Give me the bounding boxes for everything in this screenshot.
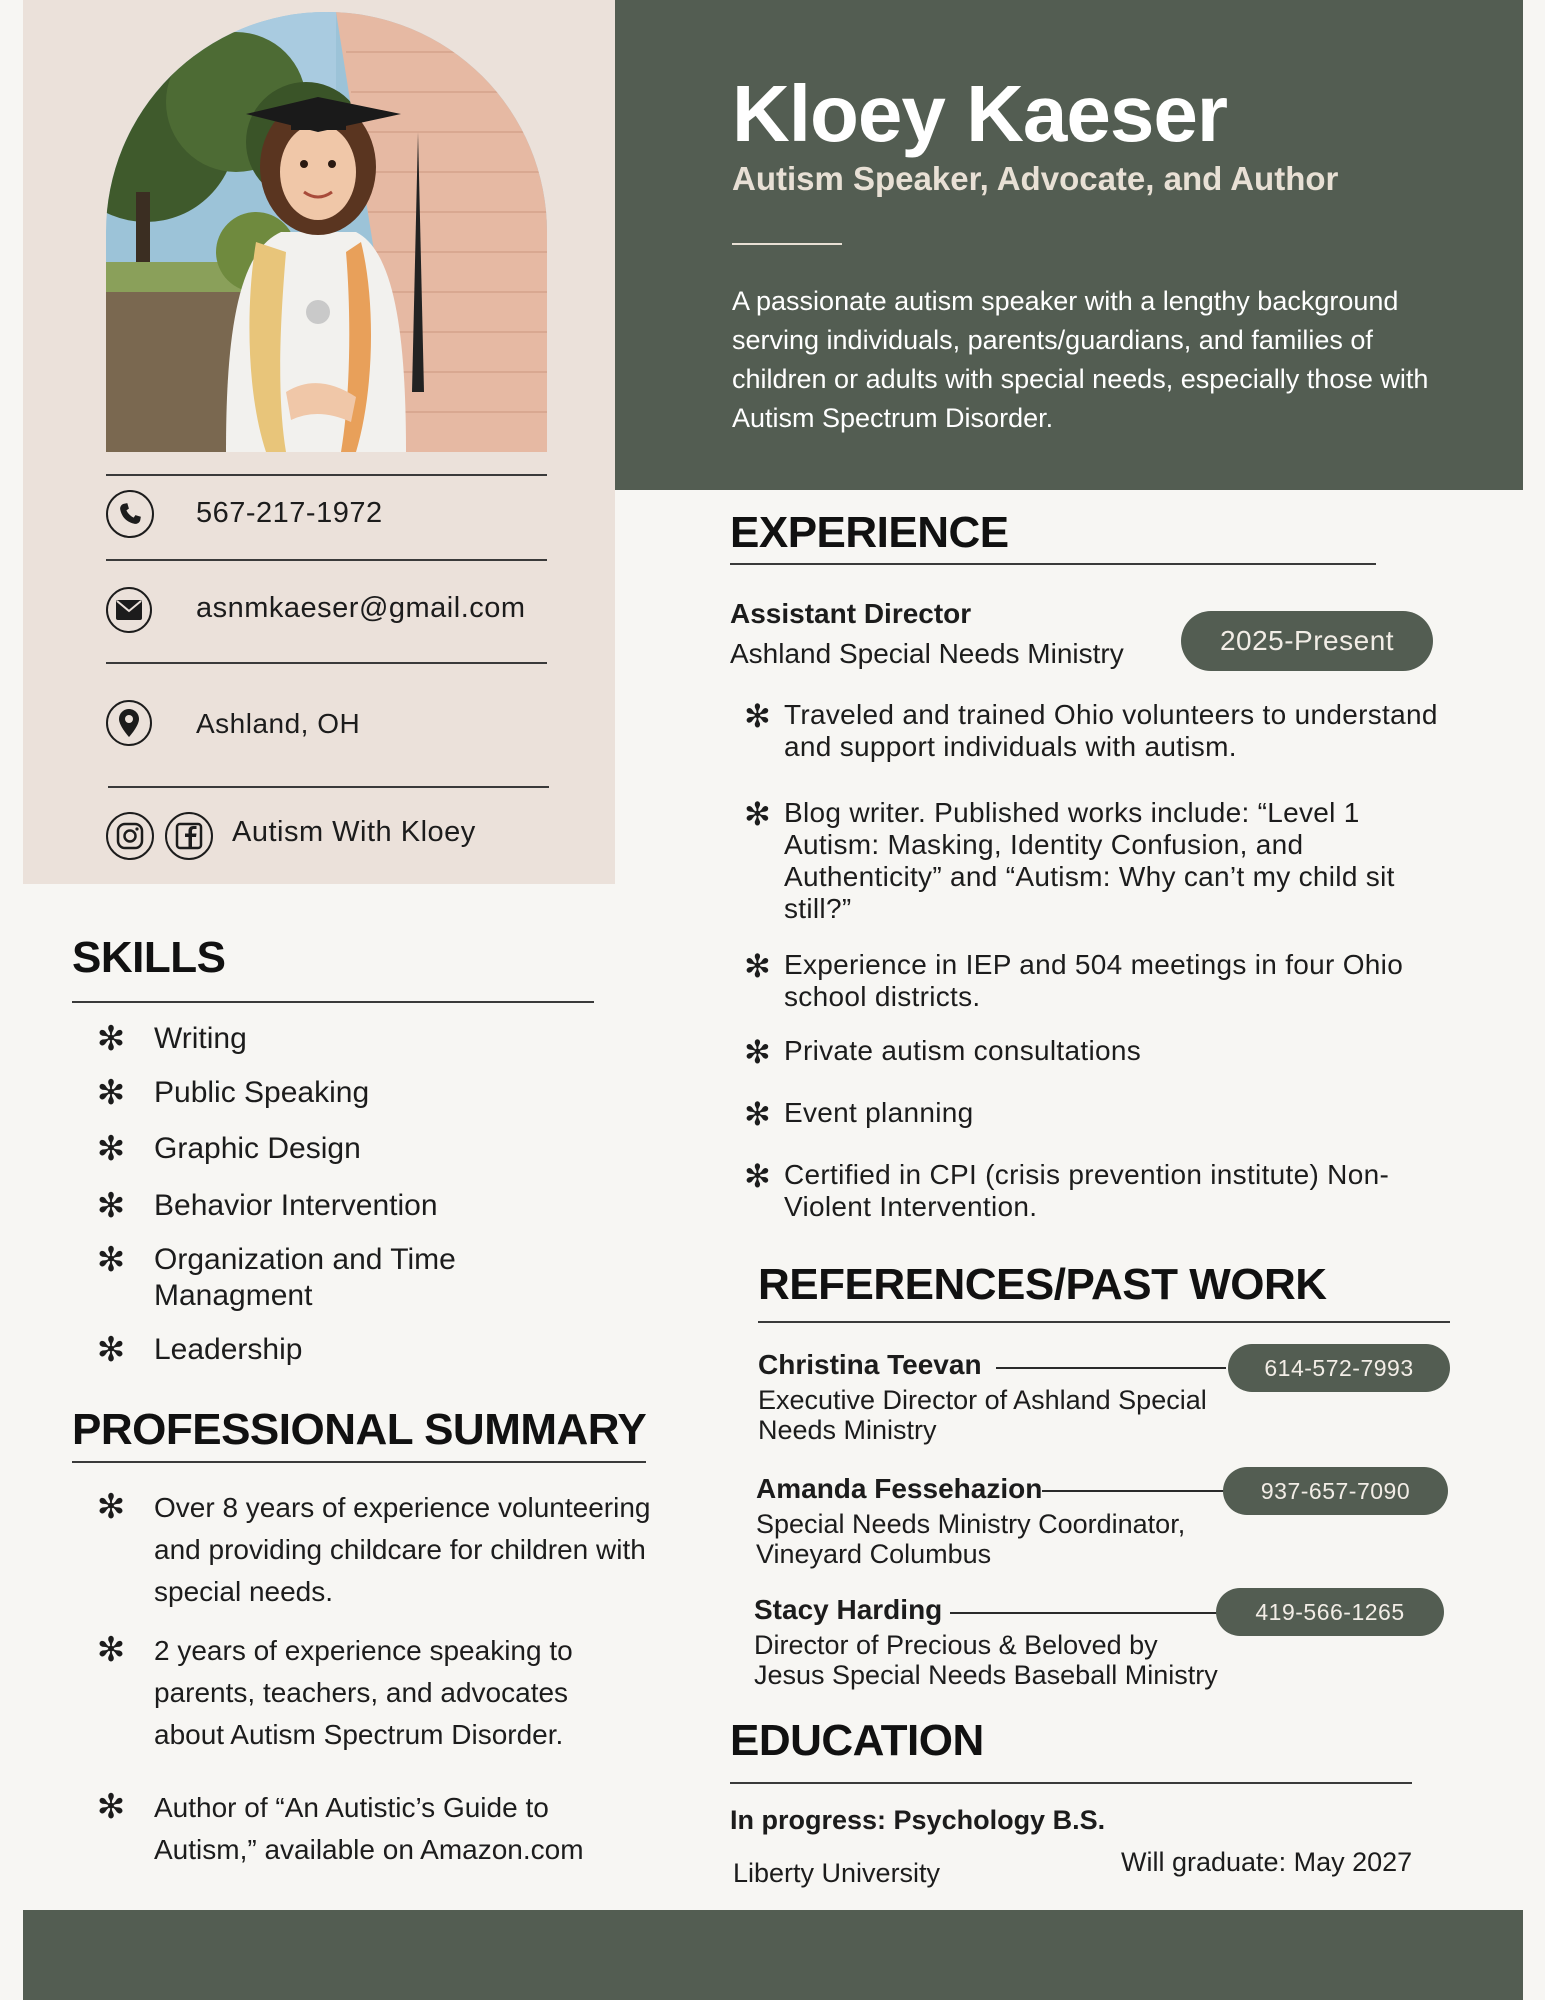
asterisk-icon: ✻ [744, 1095, 772, 1133]
reference-name: Amanda Fessehazion [756, 1473, 1043, 1504]
page-title: Kloey Kaeser [732, 69, 1227, 158]
section-divider [72, 1001, 594, 1003]
asterisk-icon: ✻ [96, 1630, 126, 1670]
reference-name: Stacy Harding [754, 1594, 943, 1625]
references-heading: REFERENCES/PAST WORK [758, 1260, 1327, 1309]
footer-band [23, 1910, 1523, 2000]
contact-divider [108, 786, 549, 788]
asterisk-icon: ✻ [96, 1240, 126, 1280]
contact-divider [106, 474, 547, 476]
reference-name: Christina Teevan [758, 1349, 982, 1380]
section-divider [72, 1461, 646, 1463]
asterisk-icon: ✻ [744, 795, 772, 833]
reference-connector [996, 1367, 1226, 1369]
contact-divider [106, 559, 547, 561]
education-heading: EDUCATION [730, 1716, 984, 1765]
school-name: Liberty University [733, 1858, 941, 1888]
experience-bullet: ✻ Experience in IEP and 504 meetings in four Ohio school districts. [744, 947, 1404, 1012]
reference-phone[interactable]: 614-572-7993 [1228, 1344, 1450, 1392]
instagram-icon[interactable] [106, 812, 154, 860]
asterisk-icon: ✻ [96, 1019, 126, 1059]
section-divider [730, 1782, 1412, 1784]
asterisk-icon: ✻ [744, 697, 772, 735]
experience-bullet: ✻ Event planning [744, 1095, 974, 1133]
experience-bullet: ✻ Blog writer. Published works include: “Level 1 Autism: Masking, Identity Confusion, and Authenticity” and “Autism: Why can’t my child sit still?” [744, 795, 1395, 924]
intro-paragraph: A passionate autism speaker with a lengthy background serving individuals, parents/guardians, and families of children or adults with special needs, especially those with Autism Spectrum Disorder. [732, 286, 1429, 433]
summary-heading: PROFESSIONAL SUMMARY [72, 1405, 647, 1454]
social-handle[interactable]: Autism With Kloey [232, 816, 476, 848]
skill-item: ✻ Behavior Intervention [68, 1188, 494, 1224]
reference-connector [1042, 1490, 1224, 1492]
reference-phone[interactable]: 937-657-7090 [1223, 1467, 1448, 1515]
contact-divider [106, 662, 547, 664]
facebook-icon[interactable] [165, 812, 213, 860]
experience-bullet: ✻ Certified in CPI (crisis prevention institute) Non-Violent Intervention. [744, 1157, 1390, 1222]
asterisk-icon: ✻ [96, 1487, 126, 1527]
graduation-date: Will graduate: May 2027 [1121, 1847, 1413, 1877]
summary-item: ✻ 2 years of experience speaking to parents, teachers, and advocates about Autism Spectrum Disorder. [68, 1630, 658, 1756]
phone-number[interactable]: 567-217-1972 [196, 497, 383, 529]
asterisk-icon: ✻ [96, 1186, 126, 1226]
summary-item: ✻ Over 8 years of experience volunteering and providing childcare for children with special needs. [68, 1487, 658, 1613]
section-divider [730, 563, 1376, 565]
skill-item: ✻ Writing [68, 1021, 494, 1057]
summary-item: ✻ Author of “An Autistic’s Guide to Autism,” available on Amazon.com [68, 1787, 658, 1871]
phone-icon [106, 490, 154, 538]
mail-icon [106, 587, 152, 633]
skill-item: ✻ Public Speaking [68, 1075, 494, 1111]
experience-bullet: ✻ Private autism consultations [744, 1033, 1142, 1071]
reference-role: Executive Director of Ashland Special Needs Ministry [758, 1385, 1207, 1445]
reference-role: Director of Precious & Beloved by Jesus Special Needs Baseball Ministry [754, 1630, 1218, 1690]
asterisk-icon: ✻ [96, 1787, 126, 1827]
asterisk-icon: ✻ [744, 1033, 772, 1071]
email-address[interactable]: asnmkaeser@gmail.com [196, 592, 526, 624]
experience-heading: EXPERIENCE [730, 508, 1009, 557]
location-text: Ashland, OH [196, 708, 361, 739]
job-title: Assistant Director [730, 598, 972, 629]
section-divider [758, 1321, 1450, 1323]
tagline: Autism Speaker, Advocate, and Author [732, 160, 1339, 197]
reference-phone[interactable]: 419-566-1265 [1216, 1588, 1444, 1636]
asterisk-icon: ✻ [96, 1073, 126, 1113]
asterisk-icon: ✻ [744, 1157, 772, 1195]
skills-heading: SKILLS [72, 933, 226, 982]
asterisk-icon: ✻ [96, 1330, 126, 1370]
asterisk-icon: ✻ [96, 1129, 126, 1169]
skill-item: ✻ Leadership [68, 1332, 494, 1368]
reference-connector [950, 1612, 1218, 1614]
asterisk-icon: ✻ [744, 947, 772, 985]
location-pin-icon [106, 700, 152, 746]
profile-photo [106, 12, 547, 452]
skill-item: ✻ Graphic Design [68, 1131, 494, 1167]
job-dates-badge: 2025-Present [1181, 611, 1433, 671]
job-organization: Ashland Special Needs Ministry [730, 638, 1124, 669]
skill-item: ✻ Organization and Time Managment [68, 1242, 494, 1314]
experience-bullet: ✻ Traveled and trained Ohio volunteers to understand and support individuals with autism. [744, 697, 1438, 762]
degree: In progress: Psychology B.S. [730, 1805, 1106, 1835]
reference-role: Special Needs Ministry Coordinator, Vineyard Columbus [756, 1509, 1186, 1569]
header-divider [732, 243, 842, 245]
